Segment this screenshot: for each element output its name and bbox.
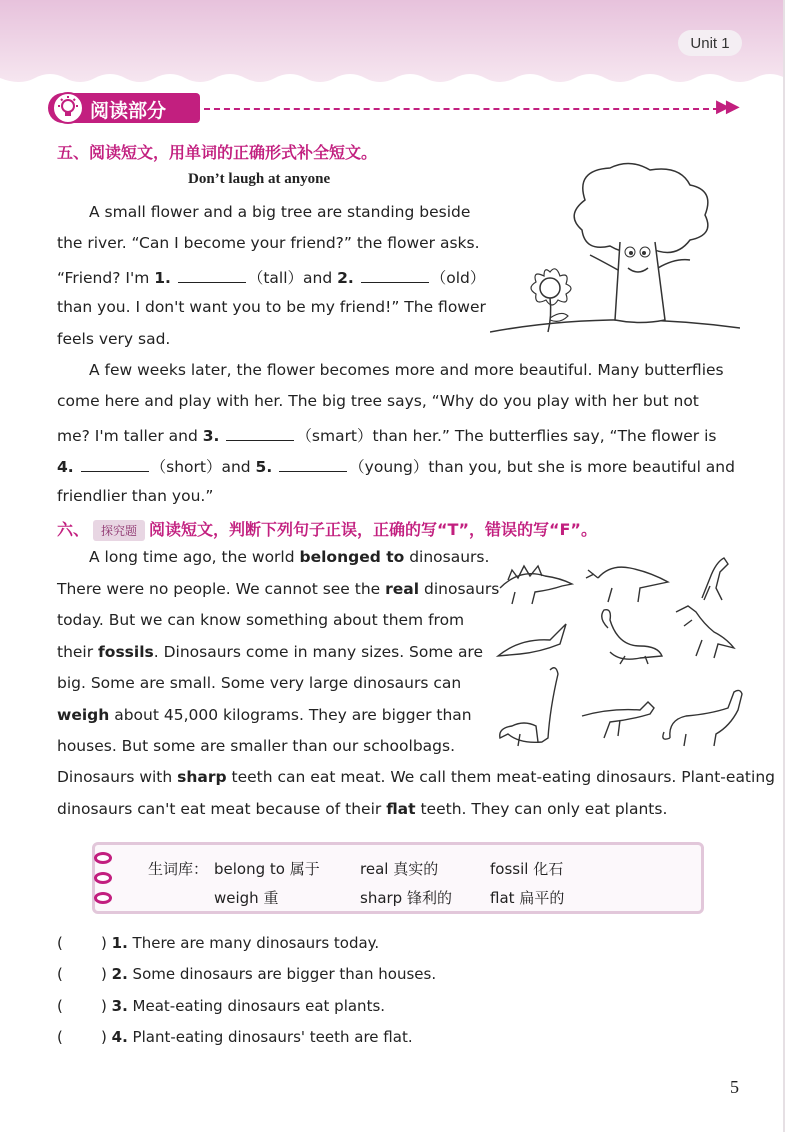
answer-blank-4[interactable] xyxy=(81,457,149,472)
key-word: real xyxy=(385,580,420,598)
answer-blank-5[interactable] xyxy=(279,457,347,472)
q6-text: about 45,000 kilograms. They are bigger than xyxy=(109,706,472,724)
dinosaur-illustrations xyxy=(490,548,745,758)
vocab-word: flat xyxy=(490,889,515,907)
tf-statement-3 xyxy=(57,997,385,1015)
vocab-entry xyxy=(490,858,563,879)
q6-line-7: houses. But some are smaller than our schoolbags. xyxy=(57,737,455,755)
vocab-word: sharp xyxy=(360,889,403,907)
page-edge-line xyxy=(783,0,785,1132)
unit-tab: Unit 1 xyxy=(678,30,742,56)
paren-close: ) xyxy=(101,965,107,983)
q6-line-8 xyxy=(57,768,775,786)
q6-line-5: big. Some are small. Some very large dinosaurs can xyxy=(57,674,462,692)
vocab-word: weigh xyxy=(214,889,259,907)
q5-line-9 xyxy=(57,455,735,477)
vocab-word: real xyxy=(360,860,389,878)
q5-text: （old） xyxy=(430,269,486,287)
q5-line-5: feels very sad. xyxy=(57,330,171,348)
double-arrow-icon: ▶▶ xyxy=(716,96,736,117)
statement-number: 3. xyxy=(111,997,128,1015)
answer-paren-3[interactable] xyxy=(57,997,101,1015)
q6-instruction: 阅读短文，判断下列句子正误，正确的写“T”，错误的写“F”。 xyxy=(149,520,597,539)
tf-statement-4 xyxy=(57,1028,413,1046)
ring-binder-icon xyxy=(94,892,112,904)
q5-line-10: friendlier than you.” xyxy=(57,487,214,505)
vocab-word: fossil xyxy=(490,860,529,878)
paren-open: ( xyxy=(57,1028,63,1046)
q5-text: “Friend? I'm xyxy=(57,269,155,287)
key-word: weigh xyxy=(57,706,110,724)
tf-statement-1 xyxy=(57,934,379,952)
q6-text: . Dinosaurs come in many sizes. Some are xyxy=(153,643,484,661)
vocab-meaning: 真实的 xyxy=(393,860,439,878)
vocab-entry xyxy=(214,887,279,908)
lightbulb-icon xyxy=(52,92,84,124)
q6-line-6 xyxy=(57,706,472,724)
q5-line-3 xyxy=(57,266,485,288)
q5-text: （short）and xyxy=(150,458,256,476)
key-word: sharp xyxy=(177,768,227,786)
explore-tag: 探究题 xyxy=(93,520,145,541)
header-band xyxy=(0,0,785,92)
q6-text: Dinosaurs with xyxy=(57,768,178,786)
vocab-meaning: 扁平的 xyxy=(519,889,565,907)
answer-blank-3[interactable] xyxy=(226,426,294,441)
page-number: 5 xyxy=(730,1077,739,1097)
section-divider xyxy=(204,108,719,110)
statement-text: Some dinosaurs are bigger than houses. xyxy=(127,965,437,983)
vocab-label: 生词库： xyxy=(148,860,209,878)
vocab-entry xyxy=(490,887,564,908)
passage-title: Don’t laugh at anyone xyxy=(188,171,331,187)
q6-text: dinosaurs. xyxy=(404,548,490,566)
q5-line-4: than you. I don't want you to be my friend!” The flower xyxy=(57,298,486,316)
q6-text: A long time ago, the world xyxy=(89,548,300,566)
paren-close: ) xyxy=(101,1028,107,1046)
blank-number: 3. xyxy=(202,427,220,445)
vocab-meaning: 锋利的 xyxy=(406,889,452,907)
answer-paren-1[interactable] xyxy=(57,934,101,952)
q5-text: （tall）and xyxy=(247,269,338,287)
paren-close: ) xyxy=(101,934,107,952)
q5-line-6: A few weeks later, the flower becomes more and more beautiful. Many butterflies xyxy=(89,361,724,379)
q6-line-9 xyxy=(57,800,667,818)
q6-text: their xyxy=(57,643,99,661)
key-word: belonged to xyxy=(299,548,405,566)
vocab-entry xyxy=(360,887,452,908)
blank-number: 1. xyxy=(154,269,171,287)
tree-and-flower-illustration xyxy=(490,160,740,340)
q5-line-2: the river. “Can I become your friend?” the flower asks. xyxy=(57,234,480,252)
statement-number: 2. xyxy=(111,965,128,983)
statement-number: 1. xyxy=(111,934,128,952)
paren-open: ( xyxy=(57,965,63,983)
q6-line-1 xyxy=(89,548,489,566)
q5-text: me? I'm taller and xyxy=(57,427,203,445)
key-word: flat xyxy=(386,800,416,818)
q5-text: （smart）than her.” The butterflies say, “The flower is xyxy=(296,427,717,445)
statement-text: Meat-eating dinosaurs eat plants. xyxy=(127,997,386,1015)
answer-blank-2[interactable] xyxy=(361,268,429,283)
q6-heading xyxy=(57,517,597,541)
q6-text: teeth can eat meat. We call them meat-eating dinosaurs. Plant-eating xyxy=(226,768,775,786)
answer-paren-4[interactable] xyxy=(57,1028,101,1046)
q5-line-1: A small flower and a big tree are standing beside xyxy=(89,203,471,221)
paren-close: ) xyxy=(101,997,107,1015)
ring-binder-icon xyxy=(94,852,112,864)
q5-heading: 五、阅读短文，用单词的正确形式补全短文。 xyxy=(57,143,378,162)
paren-open: ( xyxy=(57,997,63,1015)
statement-text: There are many dinosaurs today. xyxy=(127,934,380,952)
answer-paren-2[interactable] xyxy=(57,965,101,983)
q6-number: 六、 xyxy=(57,520,90,539)
statement-number: 4. xyxy=(111,1028,128,1046)
blank-number: 4. xyxy=(57,458,74,476)
vocab-entry xyxy=(360,858,438,879)
vocab-meaning: 属于 xyxy=(289,860,320,878)
tf-statement-2 xyxy=(57,965,436,983)
vocab-meaning: 化石 xyxy=(533,860,564,878)
answer-blank-1[interactable] xyxy=(178,268,246,283)
q6-text: There were no people. We cannot see the xyxy=(57,580,386,598)
q5-line-7: come here and play with her. The big tree says, “Why do you play with her but not xyxy=(57,392,699,410)
q5-text: （young）than you, but she is more beautiful and xyxy=(349,458,735,476)
blank-number: 5. xyxy=(255,458,273,476)
q6-text: teeth. They can only eat plants. xyxy=(415,800,668,818)
paren-open: ( xyxy=(57,934,63,952)
ring-binder-icon xyxy=(94,872,112,884)
q6-line-4 xyxy=(57,643,483,661)
vocab-entry xyxy=(214,858,320,879)
vocab-meaning: 重 xyxy=(263,889,279,907)
q6-text: dinosaurs xyxy=(419,580,500,598)
key-word: fossils xyxy=(98,643,154,661)
q6-text: dinosaurs can't eat meat because of their xyxy=(57,800,387,818)
q5-line-8 xyxy=(57,424,716,446)
section-title: 阅读部分 xyxy=(90,100,167,122)
vocab-word: belong to xyxy=(214,860,285,878)
q6-line-3: today. But we can know something about them from xyxy=(57,611,465,629)
q6-line-2 xyxy=(57,580,499,598)
statement-text: Plant-eating dinosaurs' teeth are flat. xyxy=(127,1028,413,1046)
blank-number: 2. xyxy=(337,269,354,287)
